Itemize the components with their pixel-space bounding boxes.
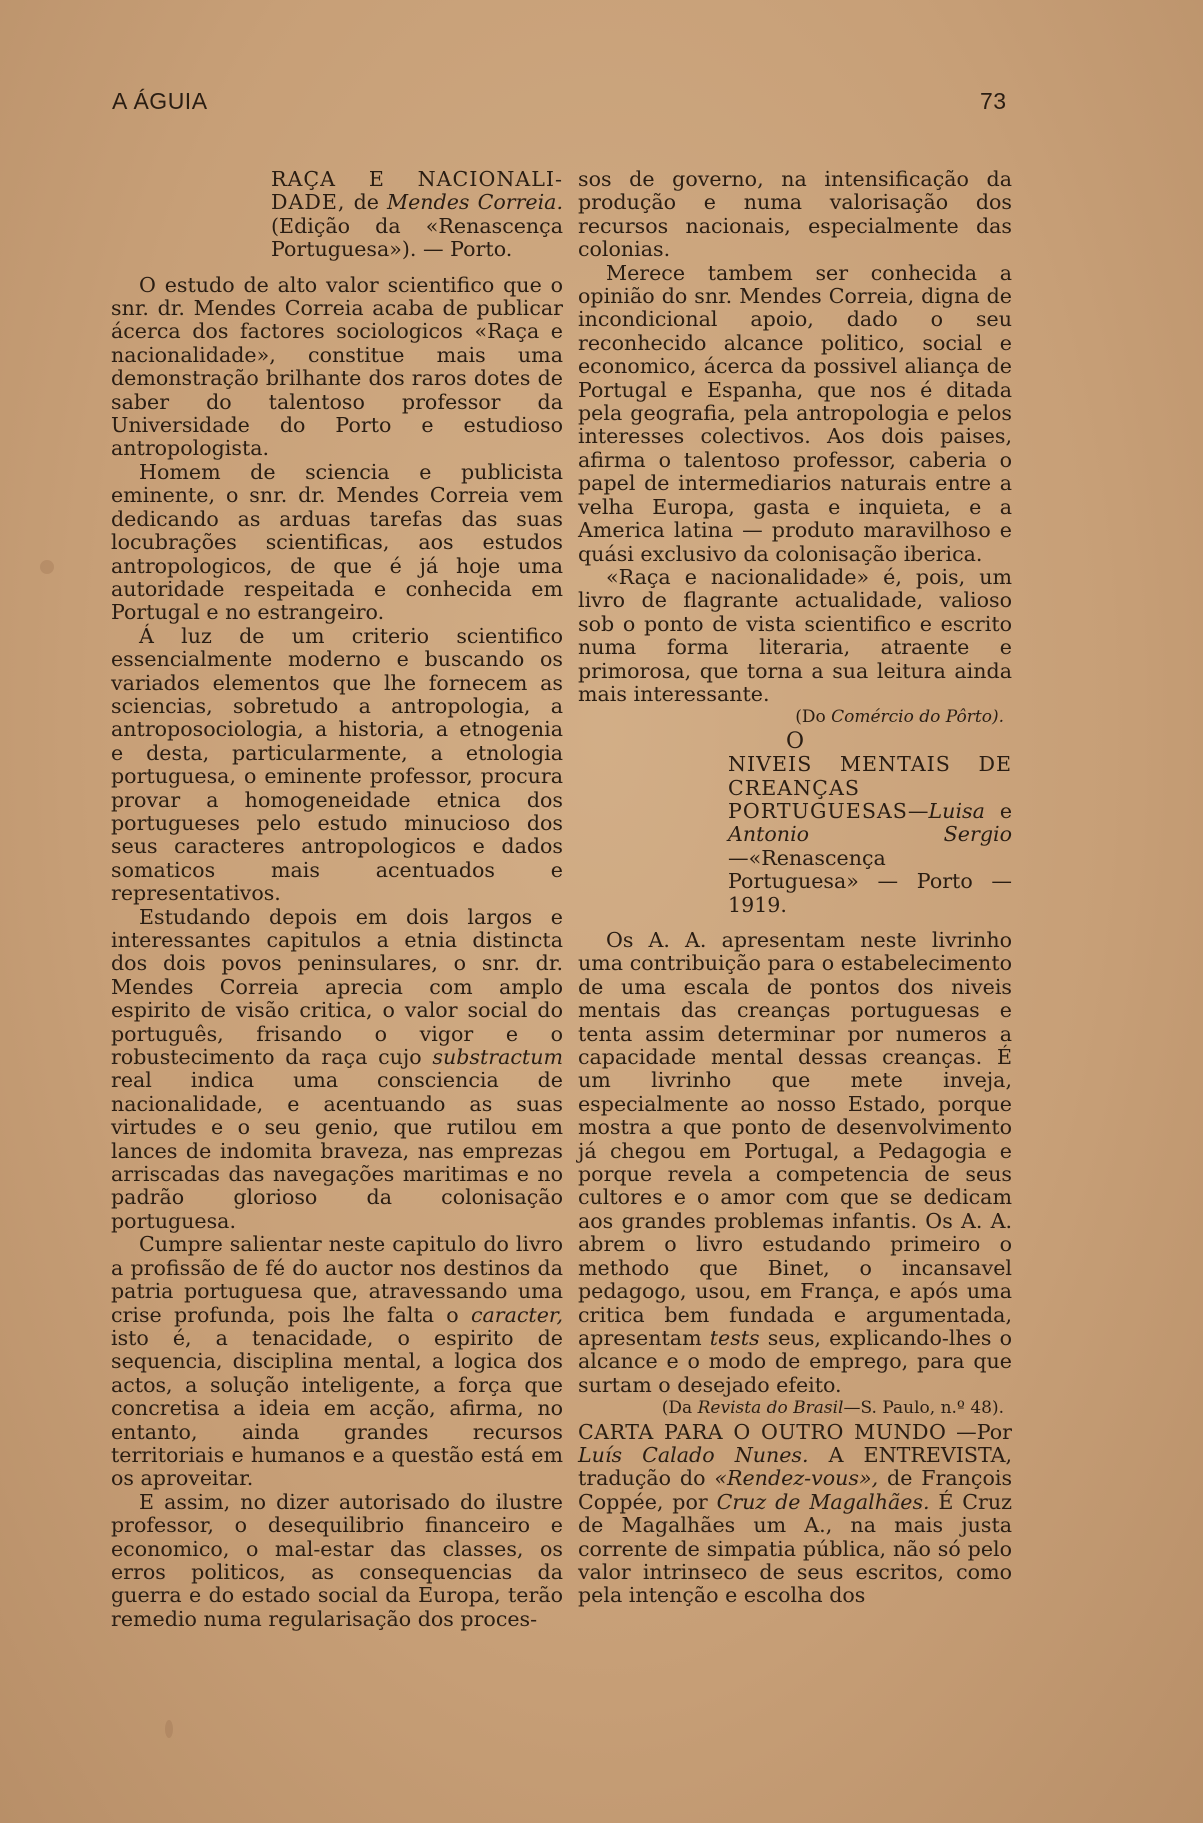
review-title-author: Antonio Sergio [728,822,1012,847]
page-number: 73 [980,88,1007,114]
text-run: Cumpre salientar neste capitulo do livro a profissão de fé do auctor nos destinos da patria portuguesa que, atravessando uma crise profunda, pois lhe falta o [111,1232,563,1327]
paragraph: sos de governo, na intensificação da produção e numa valorisação dos recursos nacionais, especialmente das colonias. [578,167,1012,262]
review-title-caps: NIVEIS MENTAIS DE CREANÇAS PORTUGUESAS [728,752,1012,823]
paper-stain [165,1720,173,1738]
text-run: isto é, a tenacidade, o espirito de sequencia, disciplina mental, a logica dos actos, a solução inteligente, a força que concretisa a ideia em acção, afirma, no entanto, ainda grandes recursos territoriais e humanos e a questão está em os aproveitar. [111,1325,563,1491]
source-citation [578,1397,1012,1420]
source-prefix: (Da [661,1398,693,1419]
review-title [111,168,563,262]
review-title-dash: — [907,798,929,823]
section-divider: O [785,728,805,754]
italic-term: tests [709,1325,760,1350]
source-suffix: —S. Paulo, n.º 48). [843,1398,1004,1419]
review-title-edition: (Edição da «Renascença Portuguesa»). — Porto. [271,213,563,262]
running-head-title: A ÁGUIA [112,88,208,114]
text-run: A ENTREVISTA, tradução do [578,1442,1013,1491]
review-title-author-prefix: de [353,190,379,215]
carta-translator: Cruz de Magalhães. [716,1489,930,1514]
italic-term: «Rendez-vous», [714,1466,879,1491]
text-run: seus, explicando-lhes o alcance e o modo de emprego, para que surtam o desejado efeito. [578,1325,1013,1397]
text-run: Os A. A. apresentam neste livrinho uma contribuição para o estabelecimento de uma escala de pontos dos niveis mentais das creanças portuguesas e tenta assim determinar por numeros a capacidade mental dessas creanças. É um livrinho que mete inveja, especialmente ao nosso Estado, porque mostra a que ponto de desenvolvimento já chegou em Portugal, a Pedagogia e porque revela a competencia de seus cultores e o amor com que se dedicam aos grandes problemas infantis. Os A. A. abrem o livro estudando primeiro o methodo que Binet, o incansavel pedagogo, usou, em França, e após uma critica bem fundada e argumentada, apresentam [578,928,1012,1350]
paragraph: Homem de sciencia e publicista eminente, o snr. dr. Mendes Correia vem dedicando as arduas tarefas das suas locubrações scientificas, aos estudos antropologicos, de que é já hoje uma autoridade respeitada e conhecida em Portugal e no estrangeiro. [111,459,563,625]
source-name: Revista do Brasil [697,1398,844,1419]
review-title-caps: RAÇA E NACIONALI-DADE, [271,167,563,215]
text-run: real indica uma consciencia de nacionalidade, e acentuando as suas virtudes e o seu genio, que rutilou em lances de indomita braveza, nas emprezas arriscadas das navegações maritimas e no padrão glorioso da colonisação portuguesa. [111,1068,563,1233]
review-title-edition: —«Renascença Portuguesa» — Porto — 1919. [728,845,1012,917]
review-title-and: e [999,798,1012,823]
review-title-author: Mendes Correia. [387,190,564,215]
paragraph: E assim, no dizer autorisado do ilustre professor, o desequilibrio financeiro e economico, o mal-estar das classes, os erros politicos, as consequencias da guerra e do estado social da Europa, terão remedio numa regularisação dos proces- [111,1489,563,1631]
paragraph [578,1421,1012,1608]
paragraph: Merece tambem ser conhecida a opinião do snr. Mendes Correia, digna de incondicional apoio, dado o seu reconhecido alcance politico, social e economico, ácerca da possivel aliança de Portugal e Espanha, que nos é ditada pela geografia, pela antropologia e pelos interesses colectivos. Aos dois paises, afirma o talentoso professor, caberia o papel de intermediarios naturais entre a velha Europa, gasta e inquieta, e a America latina — produto maravilhoso e quási exclusivo da colonisação iberica. [578,260,1012,566]
text-run: É Cruz de Magalhães um A., na mais justa corrente de simpatia pública, não só pelo valor intrinseco de seus escritos, como pela intenção e escolha dos [578,1489,1013,1608]
paragraph [111,906,563,1234]
paragraph: Á luz de um criterio scientifico essencialmente moderno e buscando os variados elementos que lhe fornecem as sciencias, sobretudo a antropologia, a antroposociologia, a historia, a etnogenia e desta, particularmente, a etnologia portuguesa, o eminente professor, procura provar a homogeneidade etnica dos portugueses pelo estudo minucioso dos seus caracteres antropologicos e dados somaticos mais acentuados e representativos. [111,623,563,906]
right-column [578,168,1012,1608]
carta-title-caps: CARTA PARA O OUTRO MUNDO [578,1419,947,1444]
paragraph: O estudo de alto valor scientifico que o snr. dr. Mendes Correia acaba de publicar ácerca dos factores sociologicos «Raça e nacionalidade», constitue mais uma demonstração brilhante dos raros dotes de saber do talentoso professor da Universidade do Porto e estudioso antropologista. [111,272,563,461]
paragraph: «Raça e nacionalidade» é, pois, um livro de flagrante actualidade, valioso sob o ponto de vista scientifico e escrito numa forma literaria, atraente e primorosa, que torna a sua leitura ainda mais interessante. [578,564,1012,706]
source-prefix: (Do [795,707,826,728]
text-run: Estudando depois em dois largos e interessantes capitulos a etnia distincta dos dois povos peninsulares, o snr. dr. Mendes Correia aprecia com amplo espirito de visão critica, o valor social do português, frisando o vigor e o robustecimento da raça cujo [111,904,563,1070]
source-citation [578,706,1012,729]
source-name: Comércio do Pôrto). [831,707,1004,728]
italic-term: caracter, [470,1302,564,1327]
text-run: de François Coppée, por [578,1466,1013,1514]
paragraph [111,1233,563,1490]
text-run: —Por [956,1419,1012,1444]
review-title-author: Luisa [928,798,985,823]
paper-stain [40,560,54,574]
carta-author: Luís Calado Nunes. [578,1442,809,1467]
paragraph [578,929,1012,1397]
italic-term: substractum [432,1045,563,1070]
review-title [578,753,1012,917]
left-column [111,168,563,1631]
